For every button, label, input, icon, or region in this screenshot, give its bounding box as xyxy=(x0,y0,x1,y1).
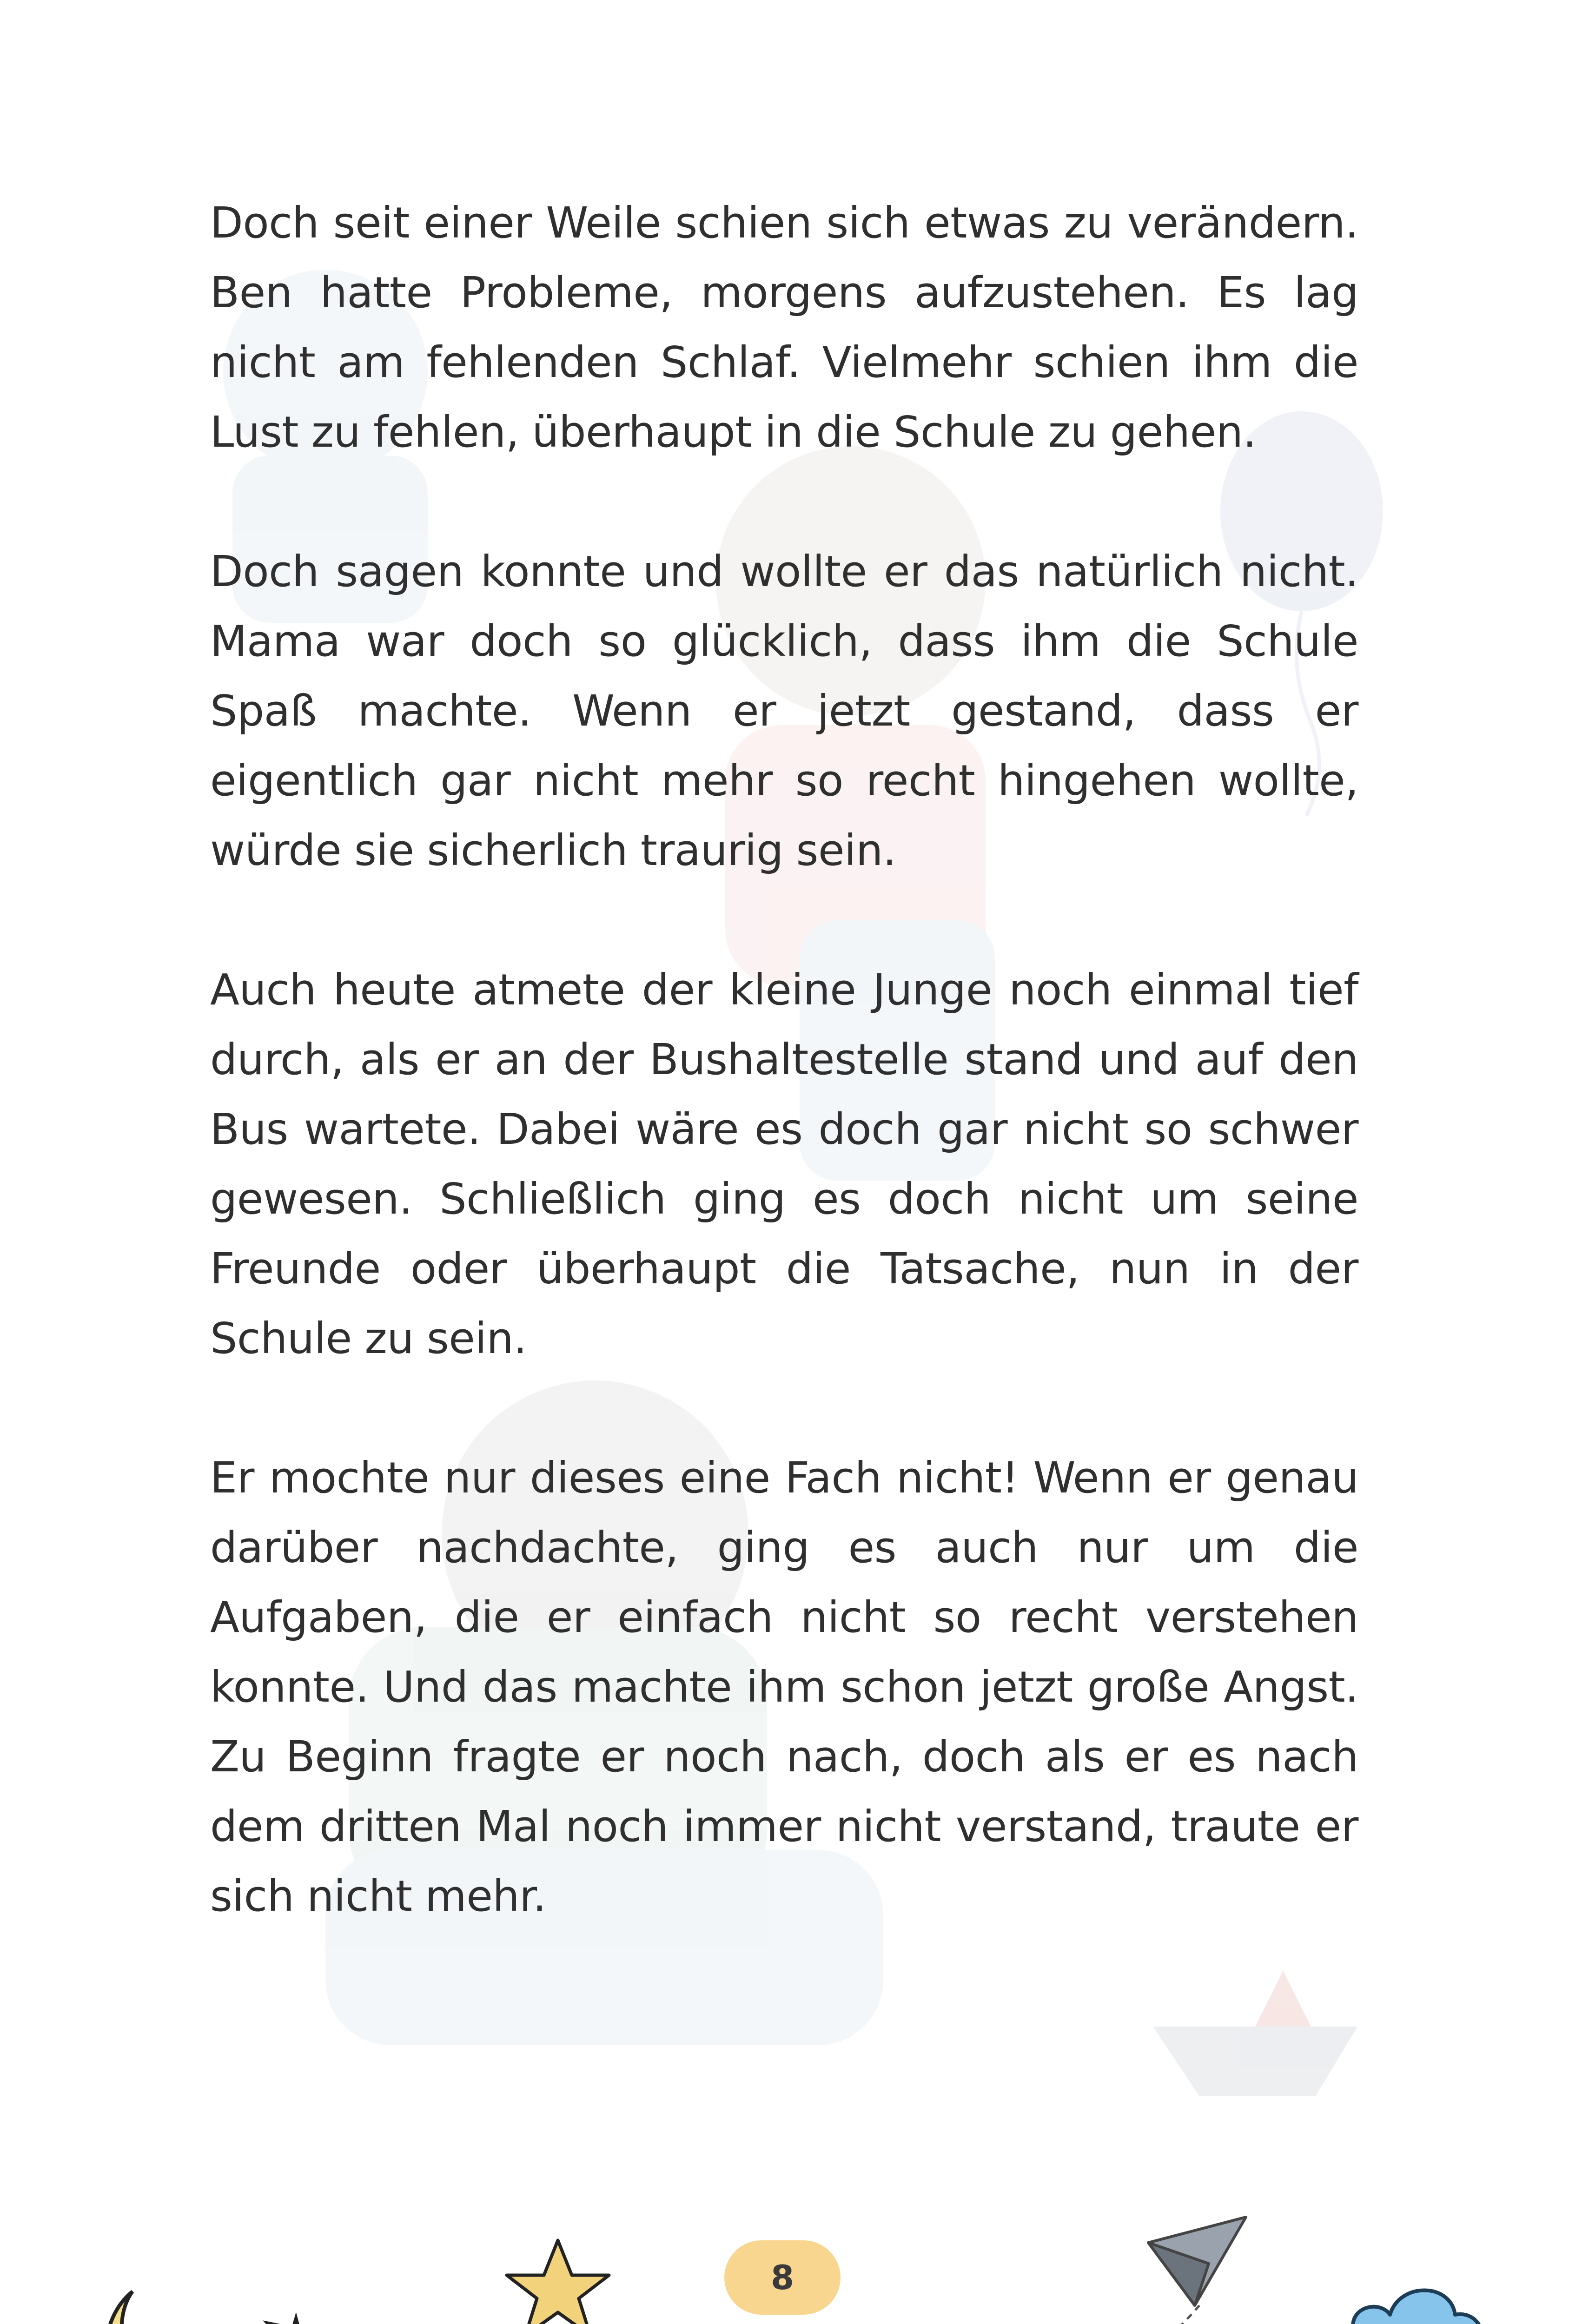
star-icon xyxy=(507,2240,609,2324)
cloud-icon xyxy=(1335,2291,1482,2324)
rocket-icon xyxy=(254,2300,420,2324)
moon-icon xyxy=(106,2291,222,2324)
page-number-badge xyxy=(724,2240,841,2315)
paragraph-3: Auch heute atmete der kleine Junge noch einmal tief durch, als er an der Bushaltestelle stand und auf den Bus wartete. Dabei wäre es doch gar nicht so schwer gewesen. Schließlich ging es doch nicht um seine Freunde oder überhaupt die Tatsache, nun in der Schule zu sein. xyxy=(210,965,1358,1363)
paragraph-4: Er mochte nur dieses eine Fach nicht! Wenn er genau darüber nachdachte, ging es auch nur um die Aufgaben, die er einfach nicht so recht verstehen konnte. Und das machte ihm schon jetzt große Angst. Zu Beginn fragte er noch nach, doch als er es nach dem dritten Mal noch immer nicht verstand, traute er sich nicht mehr. xyxy=(210,1453,1358,1921)
paragraph-1: Doch seit einer Weile schien sich etwas zu verändern. Ben hatte Probleme, morgens aufzustehen. Es lag nicht am fehlenden Schlaf. Vielmehr schien ihm die Lust zu fehlen, überhaupt in die Schule zu gehen. xyxy=(210,198,1358,457)
paper-plane-icon xyxy=(953,2217,1246,2324)
page-number: 8 xyxy=(770,2258,794,2297)
story-text xyxy=(210,188,1358,2001)
paragraph-2: Doch sagen konnte und wollte er das natürlich nicht. Mama war doch so glücklich, dass ihm die Schule Spaß machte. Wenn er jetzt gestand, dass er eigentlich gar nicht mehr so recht hingehen wollte, würde sie sicherlich traurig sein. xyxy=(210,547,1358,875)
